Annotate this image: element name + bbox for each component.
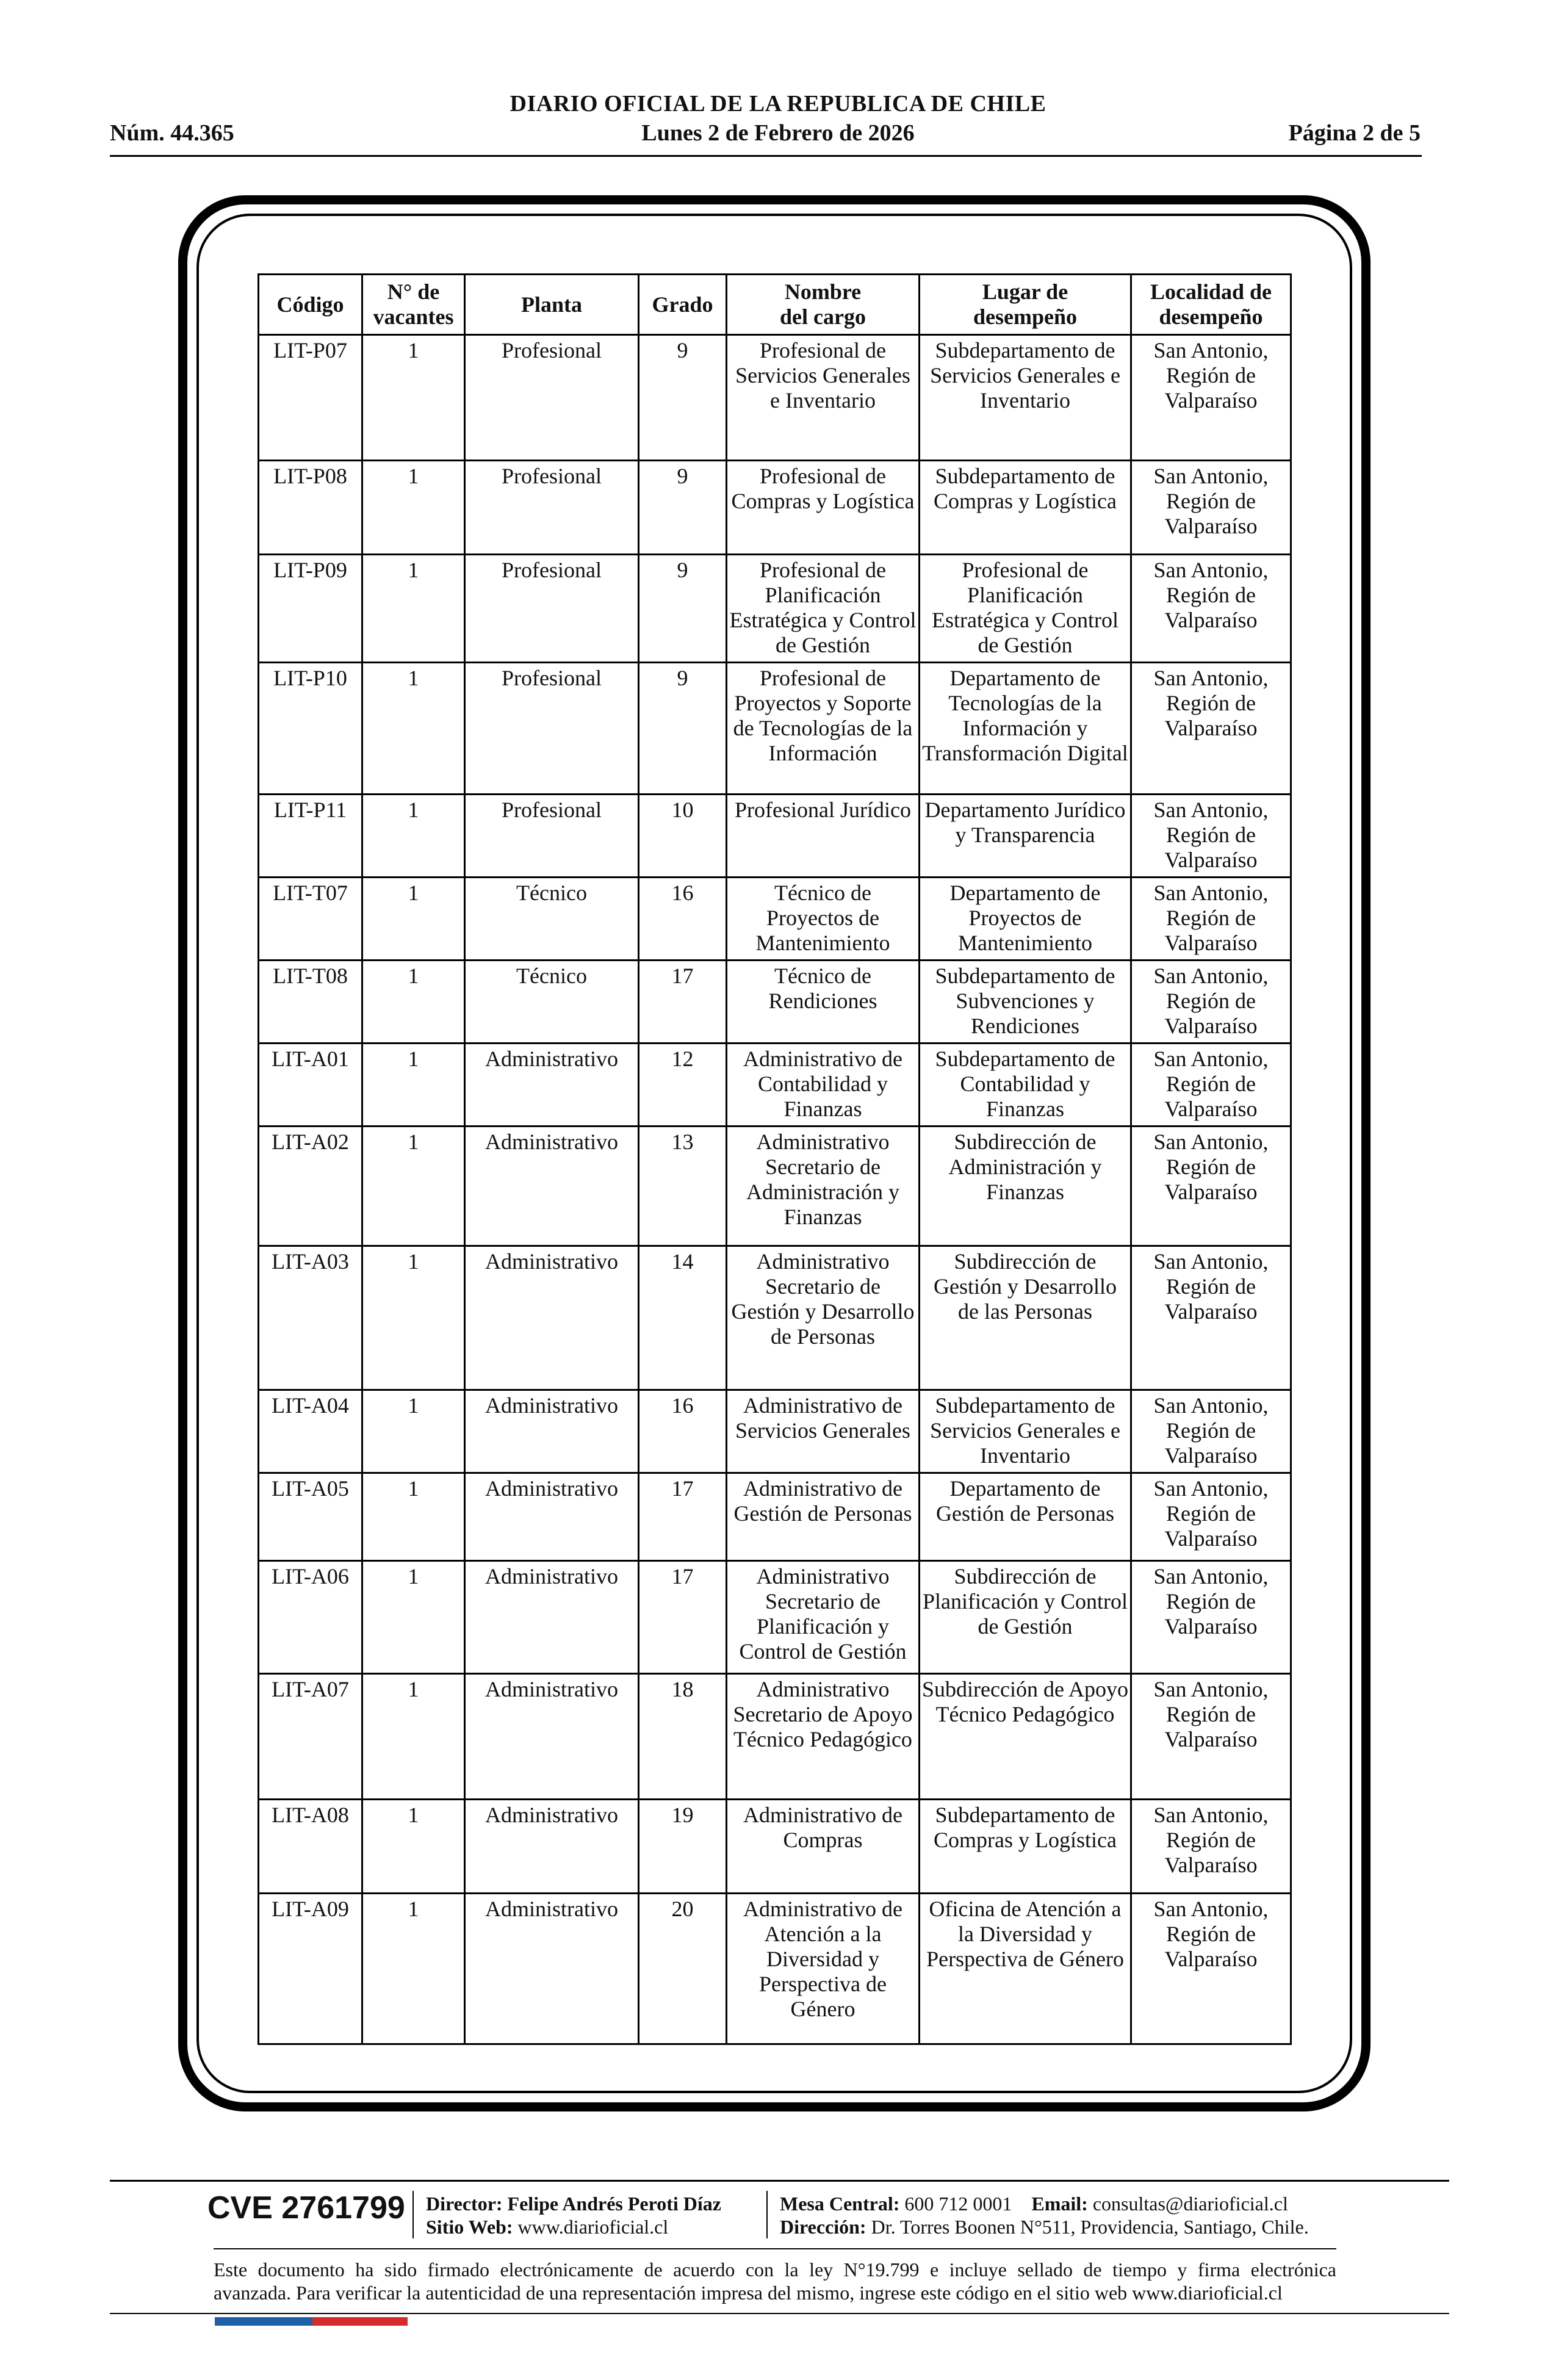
cell-planta: Profesional — [465, 663, 639, 795]
cell-nombre: Administrativo Secretario de Planificación y Control de Gestión — [727, 1561, 920, 1674]
cell-localidad: San Antonio, Región de Valparaíso — [1131, 1127, 1291, 1246]
cell-grado: 18 — [639, 1674, 727, 1800]
cell-nombre: Administrativo Secretario de Administración y Finanzas — [727, 1127, 920, 1246]
cell-lugar: Subdepartamento de Contabilidad y Finanzas — [920, 1044, 1131, 1127]
cell-codigo: LIT-T07 — [259, 878, 362, 961]
table-row — [259, 1674, 1291, 1800]
cell-planta: Técnico — [465, 878, 639, 961]
director-name: Felipe Andrés Peroti Díaz — [507, 2193, 721, 2215]
header-divider — [110, 155, 1422, 157]
cell-codigo: LIT-P11 — [259, 795, 362, 878]
cell-lugar: Departamento Jurídico y Transparencia — [920, 795, 1131, 878]
cell-localidad: San Antonio, Región de Valparaíso — [1131, 1561, 1291, 1674]
header-codigo: Código — [259, 275, 362, 335]
table-row — [259, 335, 1291, 461]
footer-divider-top — [110, 2180, 1449, 2182]
cell-vacantes: 1 — [362, 795, 465, 878]
cell-grado: 13 — [639, 1127, 727, 1246]
cell-lugar: Profesional de Planificación Estratégica y Control de Gestión — [920, 555, 1131, 663]
table-row — [259, 1561, 1291, 1674]
cell-nombre: Técnico de Proyectos de Mantenimiento — [727, 878, 920, 961]
cell-grado: 17 — [639, 1561, 727, 1674]
flag-stripe-red — [312, 2317, 408, 2326]
cell-codigo: LIT-A03 — [259, 1246, 362, 1390]
cell-localidad: San Antonio, Región de Valparaíso — [1131, 335, 1291, 461]
cell-localidad: San Antonio, Región de Valparaíso — [1131, 961, 1291, 1044]
cell-vacantes: 1 — [362, 1246, 465, 1390]
table-row — [259, 663, 1291, 795]
cve-code: CVE 2761799 — [207, 2190, 405, 2226]
cell-planta: Administrativo — [465, 1561, 639, 1674]
cell-nombre: Administrativo de Compras — [727, 1800, 920, 1894]
table-row — [259, 1127, 1291, 1246]
cell-grado: 9 — [639, 461, 727, 555]
cell-lugar: Subdepartamento de Compras y Logística — [920, 1800, 1131, 1894]
footer-separator — [412, 2191, 414, 2238]
footer-contact-block: Mesa Central: 600 712 0001 Email: consultas@diarioficial.cl Dirección: Dr. Torres Boonen N°511, Providencia, Santiago, Chile. — [780, 2193, 1309, 2238]
cell-nombre: Profesional de Planificación Estratégica y Control de Gestión — [727, 555, 920, 663]
cell-nombre: Administrativo de Atención a la Diversidad y Perspectiva de Género — [727, 1894, 920, 2044]
cell-lugar: Subdirección de Administración y Finanzas — [920, 1127, 1131, 1246]
legal-notice: Este documento ha sido firmado electrónicamente de acuerdo con la ley N°19.799 e incluye sellado de tiempo y firma electrónica avanzada. Para verificar la autenticidad de una representación impresa del mismo, ingrese este código en el sitio web www.diarioficial.cl — [214, 2259, 1336, 2304]
cell-vacantes: 1 — [362, 878, 465, 961]
cell-codigo: LIT-P09 — [259, 555, 362, 663]
table-row — [259, 795, 1291, 878]
cell-localidad: San Antonio, Región de Valparaíso — [1131, 1246, 1291, 1390]
cell-localidad: San Antonio, Región de Valparaíso — [1131, 1674, 1291, 1800]
cell-vacantes: 1 — [362, 1674, 465, 1800]
phone-number: 600 712 0001 — [904, 2193, 1012, 2215]
cell-planta: Administrativo — [465, 1044, 639, 1127]
cell-grado: 16 — [639, 878, 727, 961]
address: Dr. Torres Boonen N°511, Providencia, Santiago, Chile. — [871, 2216, 1309, 2238]
cell-grado: 19 — [639, 1800, 727, 1894]
cell-codigo: LIT-T08 — [259, 961, 362, 1044]
cell-grado: 9 — [639, 663, 727, 795]
header-localidad: Localidad de desempeño — [1131, 275, 1291, 335]
footer-director-block: Director: Felipe Andrés Peroti Díaz Sitio Web: www.diarioficial.cl — [426, 2193, 721, 2238]
cell-vacantes: 1 — [362, 1561, 465, 1674]
cell-vacantes: 1 — [362, 1800, 465, 1894]
cell-lugar: Subdepartamento de Compras y Logística — [920, 461, 1131, 555]
cell-vacantes: 1 — [362, 1390, 465, 1473]
cell-planta: Administrativo — [465, 1800, 639, 1894]
cell-codigo: LIT-P07 — [259, 335, 362, 461]
cell-nombre: Administrativo de Contabilidad y Finanzas — [727, 1044, 920, 1127]
cell-lugar: Subdirección de Apoyo Técnico Pedagógico — [920, 1674, 1131, 1800]
table-row — [259, 961, 1291, 1044]
cell-lugar: Subdirección de Planificación y Control de Gestión — [920, 1561, 1131, 1674]
cell-grado: 12 — [639, 1044, 727, 1127]
cell-vacantes: 1 — [362, 1127, 465, 1246]
cell-vacantes: 1 — [362, 1473, 465, 1561]
cell-localidad: San Antonio, Región de Valparaíso — [1131, 1894, 1291, 2044]
table-row — [259, 1390, 1291, 1473]
cell-lugar: Departamento de Gestión de Personas — [920, 1473, 1131, 1561]
cell-grado: 16 — [639, 1390, 727, 1473]
cell-vacantes: 1 — [362, 961, 465, 1044]
website-link[interactable]: www.diarioficial.cl — [517, 2216, 669, 2238]
cell-lugar: Subdepartamento de Servicios Generales e Inventario — [920, 335, 1131, 461]
cell-nombre: Administrativo Secretario de Gestión y Desarrollo de Personas — [727, 1246, 920, 1390]
cell-planta: Técnico — [465, 961, 639, 1044]
cell-lugar: Departamento de Proyectos de Mantenimiento — [920, 878, 1131, 961]
cell-planta: Administrativo — [465, 1127, 639, 1246]
flag-stripe-blue — [215, 2317, 312, 2326]
header-lugar: Lugar de desempeño — [920, 275, 1131, 335]
gazette-title: DIARIO OFICIAL DE LA REPUBLICA DE CHILE — [510, 91, 1046, 117]
table-header-row — [259, 275, 1291, 335]
table-row — [259, 1246, 1291, 1390]
header-grado: Grado — [639, 275, 727, 335]
cell-grado: 20 — [639, 1894, 727, 2044]
cell-codigo: LIT-A02 — [259, 1127, 362, 1246]
table-row — [259, 1473, 1291, 1561]
cell-planta: Administrativo — [465, 1246, 639, 1390]
table-row — [259, 555, 1291, 663]
cell-planta: Administrativo — [465, 1473, 639, 1561]
table-row — [259, 1800, 1291, 1894]
email-link[interactable]: consultas@diarioficial.cl — [1092, 2193, 1288, 2215]
cell-planta: Profesional — [465, 555, 639, 663]
cell-lugar: Subdepartamento de Servicios Generales e Inventario — [920, 1390, 1131, 1473]
cell-codigo: LIT-P10 — [259, 663, 362, 795]
cell-lugar: Departamento de Tecnologías de la Información y Transformación Digital — [920, 663, 1131, 795]
cell-grado: 10 — [639, 795, 727, 878]
cell-lugar: Subdepartamento de Subvenciones y Rendiciones — [920, 961, 1131, 1044]
footer-divider-bottom — [110, 2313, 1449, 2314]
cell-vacantes: 1 — [362, 663, 465, 795]
cell-localidad: San Antonio, Región de Valparaíso — [1131, 663, 1291, 795]
cell-nombre: Profesional de Proyectos y Soporte de Tecnologías de la Información — [727, 663, 920, 795]
positions-table — [258, 273, 1292, 2045]
cell-lugar: Oficina de Atención a la Diversidad y Perspectiva de Género — [920, 1894, 1131, 2044]
cell-localidad: San Antonio, Región de Valparaíso — [1131, 555, 1291, 663]
cell-codigo: LIT-A04 — [259, 1390, 362, 1473]
cell-nombre: Profesional Jurídico — [727, 795, 920, 878]
cell-localidad: San Antonio, Región de Valparaíso — [1131, 1800, 1291, 1894]
cell-planta: Administrativo — [465, 1674, 639, 1800]
footer-separator — [766, 2191, 768, 2238]
cell-localidad: San Antonio, Región de Valparaíso — [1131, 461, 1291, 555]
issue-number: Núm. 44.365 — [110, 120, 234, 146]
cell-codigo: LIT-P08 — [259, 461, 362, 555]
cell-planta: Profesional — [465, 461, 639, 555]
cell-nombre: Técnico de Rendiciones — [727, 961, 920, 1044]
cell-nombre: Administrativo de Gestión de Personas — [727, 1473, 920, 1561]
cell-planta: Profesional — [465, 795, 639, 878]
cell-vacantes: 1 — [362, 1894, 465, 2044]
cell-vacantes: 1 — [362, 461, 465, 555]
cell-nombre: Administrativo Secretario de Apoyo Técnico Pedagógico — [727, 1674, 920, 1800]
cell-planta: Profesional — [465, 335, 639, 461]
cell-vacantes: 1 — [362, 335, 465, 461]
cell-nombre: Administrativo de Servicios Generales — [727, 1390, 920, 1473]
cell-grado: 17 — [639, 1473, 727, 1561]
cell-localidad: San Antonio, Región de Valparaíso — [1131, 1044, 1291, 1127]
cell-localidad: San Antonio, Región de Valparaíso — [1131, 878, 1291, 961]
cell-grado: 9 — [639, 335, 727, 461]
footer-divider-middle — [214, 2248, 1336, 2249]
cell-codigo: LIT-A05 — [259, 1473, 362, 1561]
cell-vacantes: 1 — [362, 555, 465, 663]
table-row — [259, 1894, 1291, 2044]
cell-localidad: San Antonio, Región de Valparaíso — [1131, 1473, 1291, 1561]
table-row — [259, 461, 1291, 555]
table-row — [259, 1044, 1291, 1127]
cell-grado: 14 — [639, 1246, 727, 1390]
cell-vacantes: 1 — [362, 1044, 465, 1127]
cell-grado: 17 — [639, 961, 727, 1044]
page-number: Página 2 de 5 — [1288, 120, 1421, 146]
issue-date: Lunes 2 de Febrero de 2026 — [641, 120, 915, 146]
cell-planta: Administrativo — [465, 1894, 639, 2044]
cell-grado: 9 — [639, 555, 727, 663]
cell-codigo: LIT-A08 — [259, 1800, 362, 1894]
cell-localidad: San Antonio, Región de Valparaíso — [1131, 795, 1291, 878]
cell-codigo: LIT-A01 — [259, 1044, 362, 1127]
header-vacantes: N° de vacantes — [362, 275, 465, 335]
cell-nombre: Profesional de Compras y Logística — [727, 461, 920, 555]
cell-planta: Administrativo — [465, 1390, 639, 1473]
header-nombre: Nombre del cargo — [727, 275, 920, 335]
cell-codigo: LIT-A07 — [259, 1674, 362, 1800]
cell-localidad: San Antonio, Región de Valparaíso — [1131, 1390, 1291, 1473]
cell-codigo: LIT-A09 — [259, 1894, 362, 2044]
table-row — [259, 878, 1291, 961]
cell-nombre: Profesional de Servicios Generales e Inventario — [727, 335, 920, 461]
header-planta: Planta — [465, 275, 639, 335]
cell-lugar: Subdirección de Gestión y Desarrollo de las Personas — [920, 1246, 1131, 1390]
cell-codigo: LIT-A06 — [259, 1561, 362, 1674]
